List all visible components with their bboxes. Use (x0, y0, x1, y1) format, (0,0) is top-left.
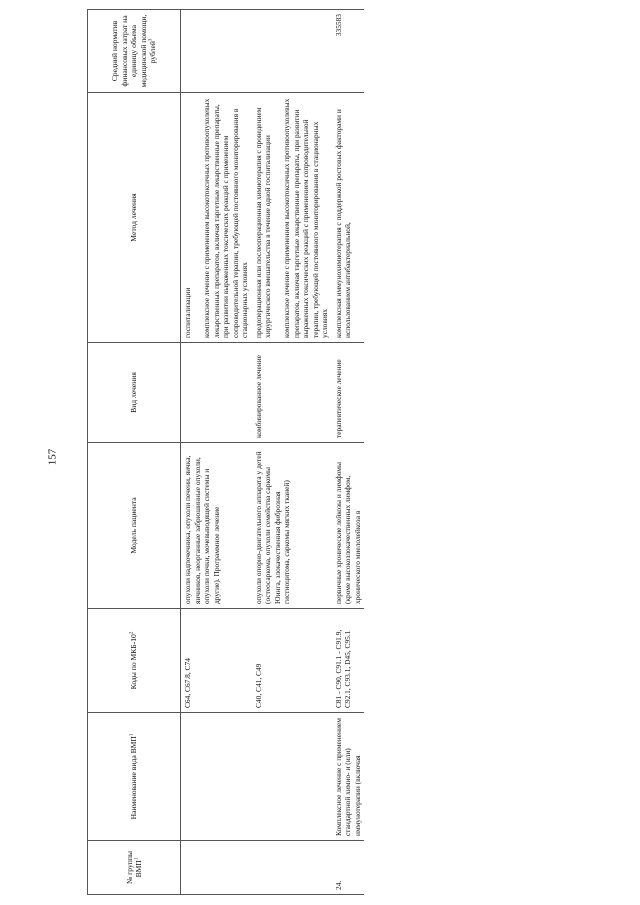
header-treatment-type: Вид лечения (88, 343, 181, 443)
header-patient-model: Модель пациента (88, 443, 181, 609)
cell-avg-cost (252, 10, 332, 93)
cell-vmp-name (252, 713, 332, 841)
cell-group-no: 24. (332, 841, 365, 895)
header-avg-cost: Средний норматив финансовых затрат на единицу объема медицинской помощи, рублей$^3$ (88, 10, 181, 93)
page-number: 157 (46, 448, 59, 466)
cell-mkb-codes: C81 - C90, C91.1 - C91.9, C92.1, C93.1, D45, C95.1 (332, 609, 365, 713)
cell-avg-cost (181, 10, 252, 93)
header-vmp-name: Наименование вида ВМП$^1$ (88, 713, 181, 841)
header-mkb-codes: Коды по МКБ-$10^2$ (88, 609, 181, 713)
cell-avg-cost: 335583 (332, 10, 365, 93)
header-row (88, 10, 181, 895)
cell-mkb-codes: C40, C41, C49 (252, 609, 332, 713)
cell-treatment-type (181, 343, 252, 443)
cell-treatment-type: комбинированное лечение (252, 343, 332, 443)
cell-patient-model: опухоли надпочечника, опухоли печени, яичка, яичников, неорганные забрюшинные опухоли, опухоли почки, мочевыводящей системы и другие). Программное лечение (181, 443, 252, 609)
cell-vmp-name (181, 713, 252, 841)
cell-treatment-type: терапевтическое лечение (332, 343, 365, 443)
vmp-table (87, 9, 364, 895)
table-row (252, 10, 332, 895)
cell-patient-model: опухоли опорно-двигательного аппарата у детей (остеосаркома, опухоли семейства саркомы Юинга, злокачественная фиброзная гистиоцитома, саркомы мягких тканей) (252, 443, 332, 609)
cell-treatment-method: госпитализации комплексное лечение с применением высокотоксичных противоопухолевых лекарственных препаратов, включая таргетные лекарственные препараты, при развитии выраженных токсических реакций с применением сопроводительной терапии, требующей постоянного мониторирования в стационарных условиях (181, 93, 252, 343)
cell-mkb-codes: C64, C67.8, C74 (181, 609, 252, 713)
header-group-no: № группы ВМП$^1$ (88, 841, 181, 895)
cell-treatment-method: предоперационная или послеоперационная химиотерапия с проведением хирургического вмешательства в течение одной госпитализации комплексное лечение с применением высокотоксичных противоопухолевых препаратов, включая таргетные лекарственные препараты, при развитии выраженных токсических реакций с применением сопроводительной терапии, требующей постоянного мониторирования в стационарных условиях (252, 93, 332, 343)
cell-treatment-method: комплексная иммунохимиотерапия с поддержкой ростовых факторами и использованием антибактериальной, (332, 93, 365, 343)
cell-patient-model: первичные хронические лейкозы и лимфомы (кроме высокозлокачественных лимфом, хронического миелолейкоза в (332, 443, 365, 609)
cell-group-no (181, 841, 252, 895)
cell-vmp-name: Комплексное лечение с применением стандартной химио- и (или) иммунотерапии (включая (332, 713, 365, 841)
table-row (181, 10, 252, 895)
table-row (332, 10, 365, 895)
cell-group-no (252, 841, 332, 895)
header-treatment-method: Метод лечения (88, 93, 181, 343)
